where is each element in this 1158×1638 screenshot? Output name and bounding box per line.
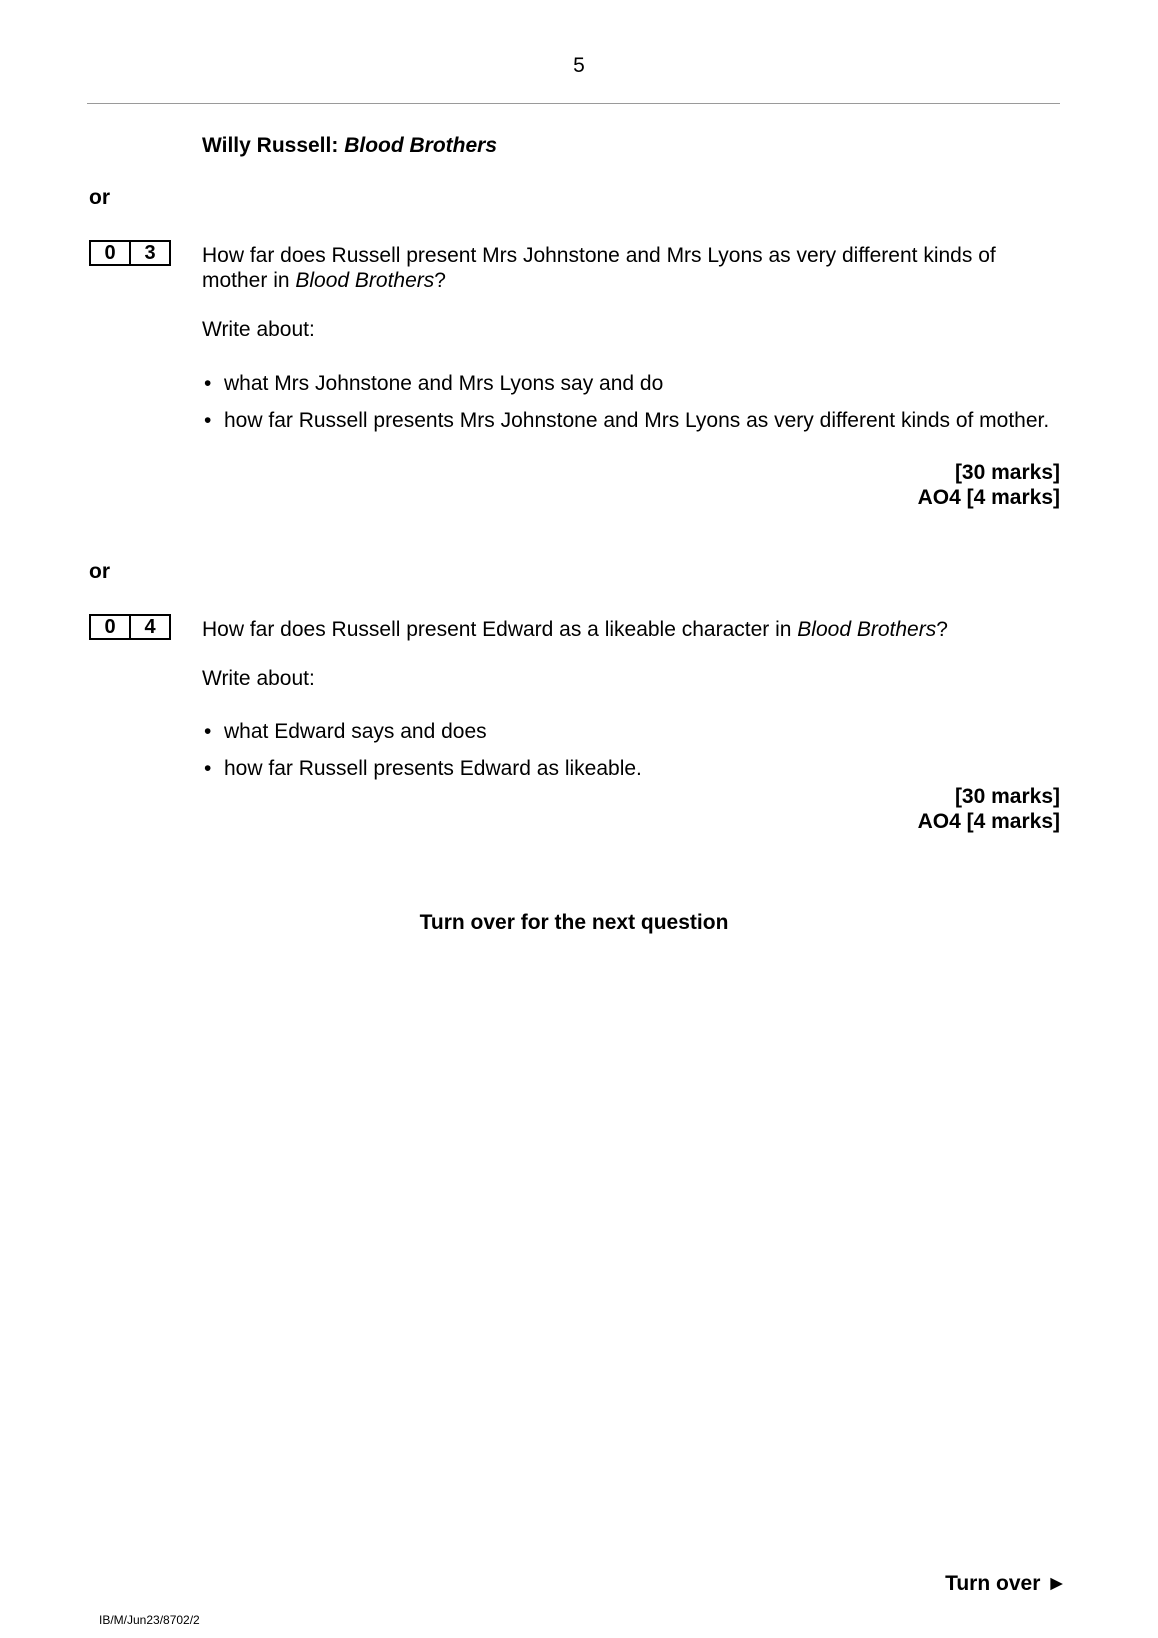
question-number-box	[89, 240, 171, 266]
question-text-title: Blood Brothers	[797, 618, 937, 641]
question-text-title: Blood Brothers	[295, 269, 435, 292]
ao4-label: AO4 [4 marks]	[917, 810, 1060, 833]
marks-label: [30 marks]	[954, 461, 1060, 484]
list-item: • how far Russell presents Edward as likeable.	[202, 756, 1062, 781]
section-author: Willy Russell:	[202, 134, 345, 157]
question-number-box	[89, 614, 171, 640]
bullet-list	[202, 719, 1062, 793]
write-about-label: Write about:	[202, 318, 315, 341]
footer-code: IB/M/Jun23/8702/2	[99, 1613, 200, 1627]
list-item: • how far Russell presents Mrs Johnstone and Mrs Lyons as very different kinds of mother.	[202, 408, 1062, 433]
section-heading	[202, 134, 497, 158]
or-label: or	[89, 186, 110, 209]
question-digit: 3	[129, 242, 169, 264]
question-digit: 4	[129, 616, 169, 638]
question-digit: 0	[104, 616, 116, 638]
question-digit: 0	[104, 242, 116, 264]
marks-block	[918, 784, 1060, 834]
write-about-label: Write about:	[202, 667, 315, 690]
marks-label: [30 marks]	[954, 785, 1060, 808]
question-text-main: How far does Russell present Edward as a likeable character in	[202, 618, 798, 641]
or-label: or	[89, 560, 110, 583]
page-number: 5	[573, 54, 585, 77]
section-title: Blood Brothers	[344, 134, 498, 157]
header-divider	[87, 103, 1060, 104]
marks-block	[918, 460, 1060, 510]
question-text-main: How far does Russell present Mrs Johnstone and Mrs Lyons as very different kinds of mother in	[202, 244, 996, 292]
list-item: • what Mrs Johnstone and Mrs Lyons say and do	[202, 371, 1062, 396]
question-text	[202, 617, 1062, 642]
bullet-list	[202, 371, 1062, 445]
question-text	[202, 243, 1062, 293]
question-text-end: ?	[434, 269, 446, 292]
question-text-end: ?	[936, 618, 948, 641]
list-item: • what Edward says and does	[202, 719, 1062, 744]
turn-over-label: Turn over ►	[945, 1572, 1067, 1595]
turn-over-next-question: Turn over for the next question	[419, 911, 729, 934]
ao4-label: AO4 [4 marks]	[917, 486, 1060, 509]
